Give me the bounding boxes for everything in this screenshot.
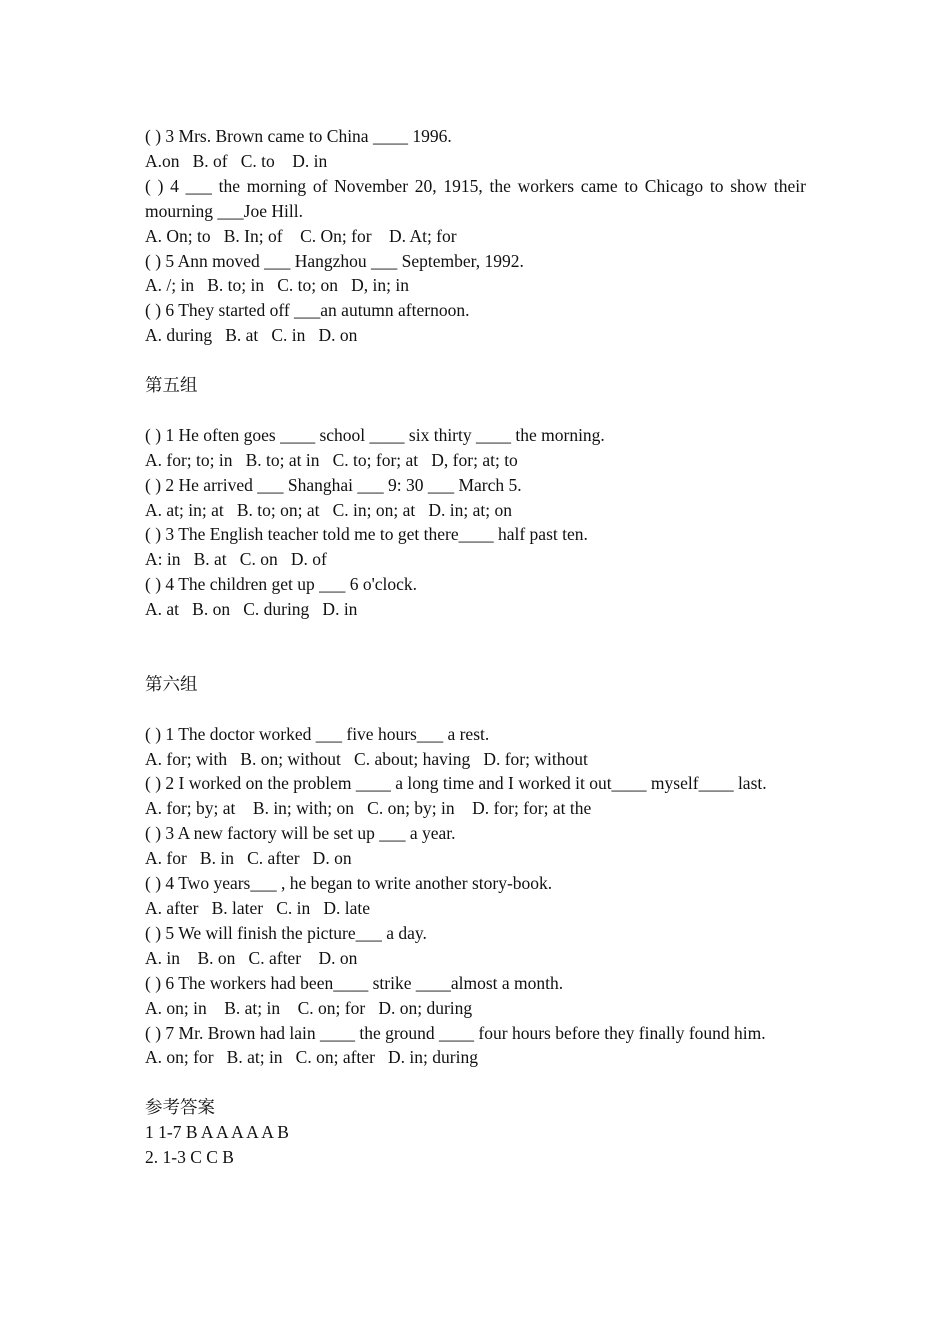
question-text: ( ) 4 ___ the morning of November 20, 1915, the workers came to Chicago to show their mourning ___Joe Hill. bbox=[145, 175, 811, 221]
question-text: ( ) 1 The doctor worked ___ five hours___ a rest. bbox=[145, 723, 490, 744]
question-text: ( ) 5 We will finish the picture___ a day. bbox=[145, 922, 427, 943]
question-block-4-4 bbox=[145, 174, 811, 249]
answer-options: A. for; to; in B. to; at in C. to; for; at D, for; at; to bbox=[145, 449, 518, 470]
answer-key-line: 2. 1-3 C C B bbox=[145, 1147, 234, 1168]
spacer bbox=[145, 697, 806, 722]
answer-options: A. for B. in C. after D. on bbox=[145, 848, 352, 869]
question-text: ( ) 4 The children get up ___ 6 o'clock. bbox=[145, 574, 418, 595]
answer-options: A. on; for B. at; in C. on; after D. in; during bbox=[145, 1047, 478, 1068]
question-block-6-1 bbox=[145, 722, 806, 772]
question-text: ( ) 3 The English teacher told me to get there____ half past ten. bbox=[145, 524, 588, 545]
answer-options: A. for; with B. on; without C. about; having D. for; without bbox=[145, 748, 588, 769]
question-block-4-5 bbox=[145, 249, 806, 299]
question-block-5-4 bbox=[145, 572, 806, 622]
question-text: ( ) 3 A new factory will be set up ___ a year. bbox=[145, 823, 456, 844]
question-block-4-6 bbox=[145, 298, 806, 348]
answer-options: A. after B. later C. in D. late bbox=[145, 898, 371, 919]
question-block-6-7 bbox=[145, 1021, 806, 1071]
question-block-6-5 bbox=[145, 921, 806, 971]
answer-options: A. for; by; at B. in; with; on C. on; by; in D. for; for; at the bbox=[145, 798, 592, 819]
question-text: ( ) 5 Ann moved ___ Hangzhou ___ September, 1992. bbox=[145, 250, 524, 271]
question-text: ( ) 6 They started off ___an autumn afternoon. bbox=[145, 300, 470, 321]
question-text: ( ) 1 He often goes ____ school ____ six thirty ____ the morning. bbox=[145, 424, 605, 445]
question-block-6-3 bbox=[145, 821, 806, 871]
section-heading-group6: 第六组 bbox=[145, 673, 198, 694]
spacer bbox=[145, 398, 806, 423]
spacer bbox=[145, 1070, 806, 1095]
question-block-4-3 bbox=[145, 124, 806, 174]
question-text: ( ) 6 The workers had been____ strike ____almost a month. bbox=[145, 972, 564, 993]
section-heading-answers: 参考答案 bbox=[145, 1097, 215, 1118]
question-block-5-2 bbox=[145, 473, 806, 523]
question-text: ( ) 2 I worked on the problem ____ a long time and I worked it out____ myself____ last. bbox=[145, 773, 767, 794]
question-text: ( ) 7 Mr. Brown had lain ____ the ground ____ four hours before they finally found him. bbox=[145, 1022, 766, 1043]
question-text: ( ) 2 He arrived ___ Shanghai ___ 9: 30 ___ March 5. bbox=[145, 474, 522, 495]
answer-options: A. at B. on C. during D. in bbox=[145, 599, 358, 620]
answer-options: A. during B. at C. in D. on bbox=[145, 325, 358, 346]
question-block-5-3 bbox=[145, 522, 806, 572]
answer-options: A. in B. on C. after D. on bbox=[145, 947, 358, 968]
answer-options: A. at; in; at B. to; on; at C. in; on; at D. in; at; on bbox=[145, 499, 512, 520]
document-page bbox=[145, 124, 811, 1170]
answer-options: A.on B. of C. to D. in bbox=[145, 150, 328, 171]
question-block-6-6 bbox=[145, 971, 806, 1021]
question-block-5-1 bbox=[145, 423, 806, 473]
answer-options: A. On; to B. In; of C. On; for D. At; for bbox=[145, 225, 457, 246]
section-heading-group5: 第五组 bbox=[145, 375, 198, 396]
spacer bbox=[145, 622, 806, 647]
answer-key-line: 1 1-7 B A A A A A B bbox=[145, 1122, 289, 1143]
question-block-6-4 bbox=[145, 871, 806, 921]
spacer bbox=[145, 647, 806, 672]
answer-options: A: in B. at C. on D. of bbox=[145, 549, 327, 570]
answer-options: A. on; in B. at; in C. on; for D. on; during bbox=[145, 997, 473, 1018]
answer-options: A. /; in B. to; in C. to; on D, in; in bbox=[145, 275, 409, 296]
spacer bbox=[145, 348, 806, 373]
question-text: ( ) 3 Mrs. Brown came to China ____ 1996. bbox=[145, 126, 452, 146]
question-block-6-2 bbox=[145, 771, 806, 821]
question-text: ( ) 4 Two years___ , he began to write another story-book. bbox=[145, 873, 553, 894]
